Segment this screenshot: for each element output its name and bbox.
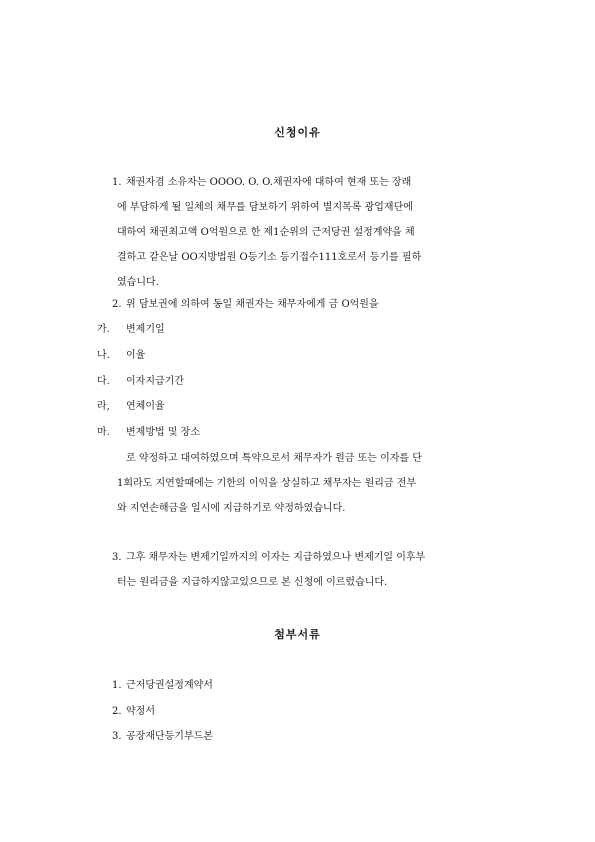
section-title-reasons: 신청이유 (274, 126, 321, 139)
attachment-item (0, 703, 595, 721)
sub-item-marker: 라, (97, 401, 110, 412)
item-2-marker: 2. (112, 299, 122, 310)
sub-item-marker: 다. (97, 376, 110, 387)
sub-item-text: 이자지급기간 (126, 376, 184, 387)
attachment-marker: 1. (112, 680, 122, 691)
item-1-line: 였습니다. (117, 277, 159, 288)
item-3-line: 그후 채무자는 변제기일까지의 이자는 지급하였으나 변제기일 이후부 (126, 552, 426, 563)
sub-item (0, 321, 595, 339)
item-1-line: 결하고 같은날 OO지방법원 O등기소 등기접수111호로서 등기를 필하 (117, 252, 422, 263)
sub-item-text: 이율 (126, 350, 146, 361)
sub-item (0, 347, 595, 365)
sub-item-marker: 가. (97, 324, 110, 335)
sub-item-marker: 마. (97, 427, 110, 438)
section-title-attachments: 첨부서류 (274, 628, 321, 641)
item-1-line: 대하여 채권최고액 O억원으로 한 제1순위의 근저당권 설정계약을 체 (117, 227, 415, 238)
sub-item (0, 373, 595, 391)
item-1-marker: 1. (112, 177, 122, 188)
sub-item-text: 변제방법 및 장소 (126, 427, 200, 438)
item-2 (0, 296, 595, 314)
attachment-item (0, 728, 595, 746)
sub-item-text: 연체이율 (126, 401, 165, 412)
item-2-cont-line: 1회라도 지연할때에는 기한의 이익을 상실하고 채무자는 원리금 전부 (117, 478, 417, 489)
attachment-text: 공장재단등기부드본 (126, 731, 213, 742)
item-2-text: 위 담보권에 의하여 동일 채권자는 채무자에게 금 O억원을 (126, 299, 379, 310)
attachment-text: 근저당권설정계약서 (126, 680, 213, 691)
item-1-paragraph-cont (117, 195, 512, 295)
item-1-line: 채권자겸 소유자는 OOOO. O. O.채권자에 대하여 현재 또는 장래 (126, 177, 412, 188)
attachment-item (0, 677, 595, 695)
item-3-paragraph-cont (117, 570, 512, 595)
item-2-cont-line: 로 약정하고 대여하였으며 특약으로서 채무자가 원금 또는 이자를 단 (126, 453, 422, 464)
sub-item (0, 424, 595, 442)
sub-item (0, 398, 595, 416)
item-3-marker: 3. (112, 552, 122, 563)
item-3-paragraph (126, 545, 512, 570)
item-2-cont-line: 와 지연손해금을 일시에 지급하기로 약정하였습니다. (117, 503, 346, 514)
item-2-continuation (117, 446, 512, 521)
item-1-line: 에 부담하게 될 일체의 채무를 담보하기 위하여 별지목록 광업재단에 (117, 202, 413, 213)
attachment-marker: 3. (112, 731, 122, 742)
item-3-line: 터는 원리금을 지급하지않고있으므로 본 신청에 이르렀습니다. (117, 577, 388, 588)
attachment-marker: 2. (112, 706, 122, 717)
sub-item-marker: 나. (97, 350, 110, 361)
item-1-paragraph (126, 170, 512, 195)
attachment-text: 약정서 (126, 706, 155, 717)
sub-item-text: 변제기일 (126, 324, 165, 335)
